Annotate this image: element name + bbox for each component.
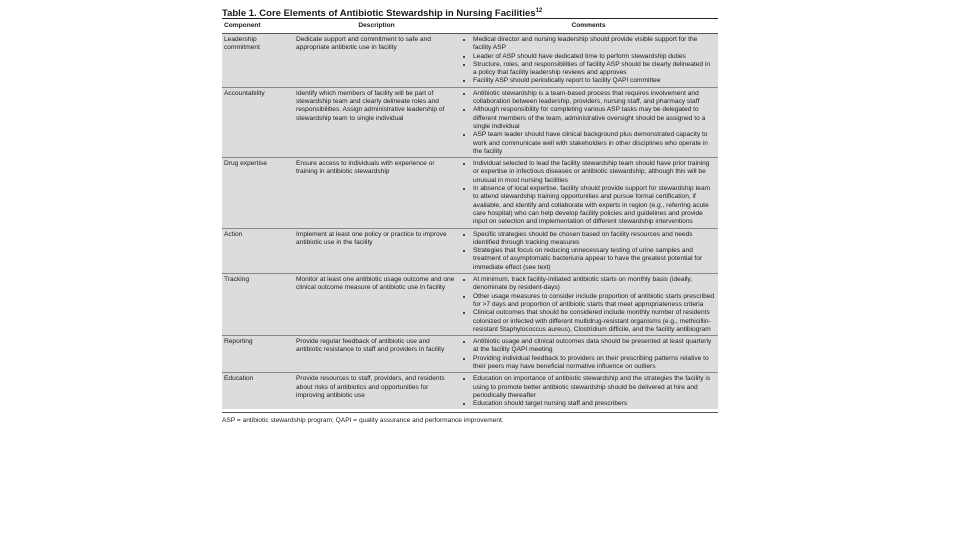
stewardship-table — [222, 19, 718, 409]
comment-item: • Providing individual feedback to providers on their prescribing patterns relative to their peers may have beneficial normative influence on outliers — [473, 355, 715, 372]
comment-list — [461, 231, 715, 272]
comment-item: • Clinical outcomes that should be considered include monthly number of residents colonized or infected with different multidrug-resistant organisms (e.g., methicillin-resistant Staphylococcus aureus), Clostridium difficile, and the facility antibiogram — [473, 309, 715, 334]
title-reference: 12 — [535, 8, 543, 14]
table-title — [222, 5, 718, 19]
cell-component: Leadership commitment — [222, 34, 294, 88]
table-row — [222, 228, 718, 273]
comment-item: • Facility ASP should periodically report to facility QAPI committee — [473, 77, 715, 85]
comment-item: • Leader of ASP should have dedicated time to perform stewardship duties — [473, 53, 715, 61]
comment-item: • Individual selected to lead the facility stewardship team should have prior training or expertise in infectious diseases or antibiotic stewardship, although this will be unusual in most nursing facilities — [473, 160, 715, 185]
table-footnote: ASP = antibiotic stewardship program; QAPI = quality assurance and performance improvement. — [222, 412, 718, 425]
cell-component: Reporting — [222, 336, 294, 373]
table-row — [222, 158, 718, 228]
comment-item: • Other usage measures to consider include proportion of antibiotic starts prescribed for >7 days and proportion of antibiotic starts that meet appropriateness criteria — [473, 293, 715, 310]
cell-description: Provide regular feedback of antibiotic use and antibiotic resistance to staff and providers in facility — [294, 336, 459, 373]
header-comments: Comments — [459, 19, 718, 34]
comment-item: • Education on importance of antibiotic stewardship and the strategies the facility is using to promote better antibiotic stewardship should be delivered at hire and periodically thereafter — [473, 375, 715, 400]
comment-list — [461, 375, 715, 408]
comment-list — [461, 90, 715, 156]
comment-list — [461, 338, 715, 371]
cell-comments — [459, 336, 718, 373]
comment-item: • Specific strategies should be chosen based on facility resources and needs identified through tracking measures — [473, 231, 715, 248]
table-title-text: Table 1. Core Elements of Antibiotic Stewardship in Nursing Facilities — [222, 8, 536, 20]
cell-description: Provide resources to staff, providers, and residents about risks of antibiotics and opportunities for improving antibiotic use — [294, 373, 459, 410]
comment-item: • ASP team leader should have clinical background plus demonstrated capacity to work and communicate well with stakeholders in other disciplines who operate in the facility — [473, 131, 715, 156]
comment-item: • Although responsibility for completing various ASP tasks may be delegated to different members of the team, administrative oversight should be assigned to a single individual — [473, 106, 715, 131]
header-description: Description — [294, 19, 459, 34]
cell-component: Action — [222, 228, 294, 273]
cell-description: Implement at least one policy or practice to improve antibiotic use in the facility — [294, 228, 459, 273]
cell-description: Identify which members of facility will be part of stewardship team and clearly delineate roles and responsibilities. Assign administrative leadership of stewardship team to single individual — [294, 87, 459, 157]
table-row — [222, 34, 718, 88]
cell-component: Education — [222, 373, 294, 410]
cell-component: Accountability — [222, 87, 294, 157]
table-row — [222, 373, 718, 410]
cell-comments — [459, 34, 718, 88]
table-row — [222, 336, 718, 373]
table-row — [222, 87, 718, 157]
cell-comments — [459, 87, 718, 157]
table-page — [222, 5, 718, 537]
cell-description: Dedicate support and commitment to safe and appropriate antibiotic use in facility — [294, 34, 459, 88]
cell-description: Monitor at least one antibiotic usage outcome and one clinical outcome measure of antibiotic use in facility — [294, 274, 459, 336]
cell-component: Tracking — [222, 274, 294, 336]
comment-list — [461, 36, 715, 86]
comment-item: • Strategies that focus on reducing unnecessary testing of urine samples and treatment of asymptomatic bacteriuria appear to have the greatest potential for immediate effect (see text) — [473, 247, 715, 272]
table-body — [222, 34, 718, 410]
comment-item: • Medical director and nursing leadership should provide visible support for the facility ASP — [473, 36, 715, 53]
header-component: Component — [222, 19, 294, 34]
comment-item: • At minimum, track facility-initiated antibiotic starts on monthly basis (ideally, denominate by resident-days) — [473, 276, 715, 293]
table-row — [222, 274, 718, 336]
cell-comments — [459, 158, 718, 228]
cell-description: Ensure access to individuals with experience or training in antibiotic stewardship — [294, 158, 459, 228]
comment-item: • In absence of local expertise, facility should provide support for stewardship team to attend stewardship training opportunities and pursue formal certification, if available, and identify and collaborate with experts in region (e.g., referring acute care hospital) who can help develop facility policies and guidelines and provide input on selection and implementation of different stewardship interventions — [473, 185, 715, 226]
cell-comments — [459, 373, 718, 410]
cell-comments — [459, 274, 718, 336]
cell-component: Drug expertise — [222, 158, 294, 228]
comment-item: • Antibiotic stewardship is a team-based process that requires involvement and collaboration between leadership, providers, nursing staff, and pharmacy staff — [473, 90, 715, 107]
cell-comments — [459, 228, 718, 273]
comment-list — [461, 276, 715, 334]
comment-item: • Structure, roles, and responsibilities of facility ASP should be clearly delineated in a policy that facility leadership reviews and approves — [473, 61, 715, 78]
comment-item: • Antibiotic usage and clinical outcomes data should be presented at least quarterly at the facility QAPI meeting — [473, 338, 715, 355]
comment-item: • Education should target nursing staff and prescribers — [473, 400, 715, 408]
comment-list — [461, 160, 715, 226]
